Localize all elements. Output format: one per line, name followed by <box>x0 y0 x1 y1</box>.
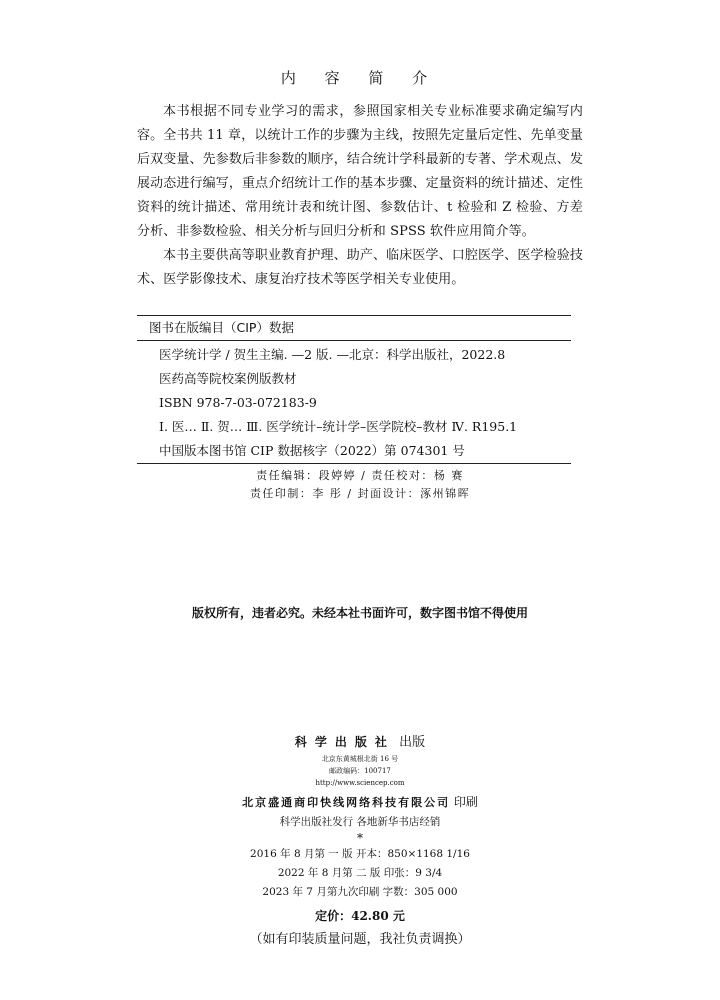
cip-line-title: 医学统计学 / 贺生主编. —2 版. —北京：科学出版社，2022.8 <box>159 347 506 362</box>
cip-block <box>137 315 571 464</box>
intro-paragraph-1: 本书根据不同专业学习的需求，参照国家相关专业标准要求确定编写内容。全书共 11 章，以统计工作的步骤为主线，按照先定量后定性、先单变量后双变量、先参数后非参数的顺序，结合统计学科最新的专著、学术观点、发展动态进行编写，重点介绍统计工作的基本步骤、定量资料的统计描述、定性资料的统计描述、常用统计表和统计图、参数估计、t 检验和 Z 检验、方差分析、非参数检验、相关分析与回归分析和 SPSS 软件应用简介等。 <box>137 104 583 239</box>
copyright-notice: 版权所有，违者必究。未经本社书面许可，数字图书馆不得使用 <box>191 606 528 620</box>
publisher-suffix: 出版 <box>399 735 426 750</box>
intro-paragraph-2: 本书主要供高等职业教育护理、助产、临床医学、口腔医学、医学检验技术、医学影像技术、康复治疗技术等医学相关专业使用。 <box>137 248 583 287</box>
separator-star: * <box>357 831 363 845</box>
cip-line-subjects: Ⅰ. 医… Ⅱ. 贺… Ⅲ. 医学统计–统计学–医学院校–教材 Ⅳ. R195.1 <box>159 419 518 434</box>
cip-line-series: 医药高等院校案例版教材 <box>159 371 297 386</box>
printer-line <box>0 791 720 813</box>
cip-line-isbn: ISBN 978-7-03-072183-9 <box>159 395 317 410</box>
imprint-block <box>0 731 720 952</box>
cip-heading-rule <box>137 340 571 341</box>
cip-line-cip-number: 中国版本图书馆 CIP 数据核字（2022）第 074301 号 <box>159 443 465 458</box>
cip-bottom-rule <box>137 463 571 464</box>
publisher-logo-text: 科学出版社 <box>294 735 395 749</box>
cip-heading: 图书在版编目（CIP）数据 <box>149 320 294 335</box>
quality-note: （如有印装质量问题，我社负责调换） <box>249 932 471 947</box>
publisher-line <box>0 731 720 753</box>
credits-line-1: 责任编辑：段婷婷 / 责任校对：杨 赛 <box>256 469 464 482</box>
intro-title: 内 容 简 介 <box>280 69 440 87</box>
publisher-postcode: 邮政编码：100717 <box>329 767 391 775</box>
credits-line-2: 责任印制：李 彤 / 封面设计：涿州锦晖 <box>249 487 471 500</box>
edition-line-2: 2022 年 8 月第 二 版 印张：9 3/4 <box>277 867 443 879</box>
edition-line-1: 2016 年 8 月第 一 版 开本：850×1168 1/16 <box>250 848 470 860</box>
price: 定价：42.80 元 <box>315 909 405 923</box>
printer-suffix: 印刷 <box>453 795 478 809</box>
printer-name: 北京盛通商印快线网络科技有限公司 <box>242 796 451 809</box>
intro-body <box>137 100 583 292</box>
publisher-address: 北京东黄城根北街 16 号 <box>321 755 399 763</box>
publisher-website: http://www.sciencep.com <box>315 779 405 787</box>
editorial-credits <box>0 467 720 503</box>
distribution-line: 科学出版社发行 各地新华书店经销 <box>279 816 441 828</box>
edition-line-3: 2023 年 7 月第九次印刷 字数：305 000 <box>262 886 458 898</box>
